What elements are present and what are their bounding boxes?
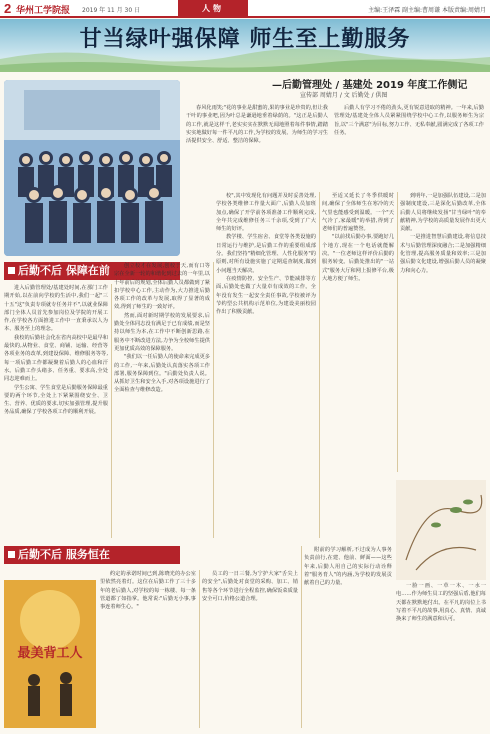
article-column-7: 员工的一日三餐,为宁护大家"舌尖上的安全",后勤处对食堂的采购、加工、销售等各个环节进行全程监控,确保饭菜质量安全可口,价格公道合理。 bbox=[202, 571, 298, 602]
article-column-5: 到明年,一是加强队伍建设,二是加强制度建设,三是深化后勤改革,全体后勤人员将继续发扬"甘当绿叶"的奉献精神,为学校的高质量发展作出更大贡献。 一是推进智慧后勤建设,将信息技术与后勤管理深度融合;二是加强精细化管理,提高服务质量和效率;三是加强后勤文化建设,增强后勤人员的凝聚力和向心力。 bbox=[400, 193, 486, 274]
article-column-6: 约定的承诺时间已到,陈晓光的办公室里依然亮着灯。这位在后勤工作了三十多年的老后勤人,对学校的每一栋楼、每一条管道都了如指掌。他常说:"后勤无小事,事事连着师生心。" bbox=[100, 571, 196, 611]
headline: 甘当绿叶强保障 师生至上勤服务 bbox=[79, 27, 411, 52]
bottom-illustration bbox=[4, 580, 96, 728]
subheadline: —后勤管理处 / 基建处 2019 年度工作侧记 bbox=[272, 80, 468, 91]
intro-paragraph-2: 后勤人有学习不倦的劲头,更有锐意进取的精神。一年来,后勤管理处/基建处全体人员紧紧围绕学校中心工作,以服务师生为宗旨,以"三个满意"为目标,努力工作、无私奉献,圆满完成了各项工作任务。 bbox=[334, 105, 484, 136]
team-photo bbox=[4, 80, 180, 256]
column-divider bbox=[111, 284, 112, 538]
article-column-3: 校",其中发现化有问题并及时妥善处理,学校各类维修工作量大面广,后勤人员加班加点,确保了开学前各项准备工作顺利完成,全年共完成维修任务三千余项,受到了广大师生的好评。 教学楼、学生宿舍、食堂等各类设施的日常运行与维护,是后勤工作的重要组成部分。我们坚持"精细化管理、人性化服务"的原则,对所有设施实施了定期巡查制度,做到小问题当天解决。 在疫情防控、安全生产、节能减排等方面,后勤处也做了大量卓有成效的工作。全年没有发生一起安全责任事故,学校被评为节约型公共机构示范单位,为建设美丽校园作出了积极贡献。 bbox=[216, 193, 316, 316]
article-column-1: 进入后勤管理处/基建处时间,在那门工作期开始,以在前向学校的生活中,我们一起"三十五"这"负责专项就专任务并不",以就业保障部门全体人员首先参加岗位及学院的开展工作,在学校各方面推进工作中一直秉承以人为本、服务至上的理念。 我校的后勤社会化在省内高校中是最早和最快的,从物业、食堂、商铺、运输、经营等各项业务的改革,到建设保障、维修服务等等,每一项后勤工作都凝聚着后勤人的心血和汗水。后勤工作头绪多、任务重、要求高,全处同志迎难而上。 学生公寓、学生食堂是后勤服务保障最重要的两个环节,全处上下紧紧围绕安全、卫生、营养、优质的要求,切实加强管理,提升服务品质,确保了学校各项工作的顺利开展。 bbox=[4, 285, 108, 416]
article-column-2: 创立校才在发展,创校于天,而有口等宗在全新一轮的和谐化到过去的一年里,以十年前后的规划,全体后勤人员都做到了紧扣学校中心工作,主动作为,大力推进后勤各项工作的改革与发展,取得了显著的成效,得到了师生的一致好评。 然而,面对新时期学校的发展要求,后勤处全体同志没有满足于已有成绩,而是坚持以师生为本,在工作中不断创新思路,在服务中不断改进方法,力争为全校师生提供更加优质高效的保障服务。 "我们以一任后勤人的使命来完成更多的工作,一年来,后勤处认真落实各项工作部署,服务保障到位。"后勤处负责人说。从抓好卫生和安全入手,对各项设施进行了全面检查与维修改造。 bbox=[114, 263, 210, 394]
intro-paragraph: 春风化雨笑;"花的事业是甜蜜的,果的事业是珍贵的,但让我干叶的事业吧,因为叶总是谦逊地垂着绿荫的。"这正是后勤人的工作,就是这样干,老实实实在默默无闻地照着每件事情,踏踏实实地做好每一件平凡的工作,为学校的发展、为师生的学习生活提供安全、舒适、整洁的保障。 bbox=[186, 105, 328, 145]
column-divider bbox=[213, 262, 214, 538]
section-title-2: 后勤不后 服务恒在 bbox=[4, 546, 180, 564]
column-divider bbox=[397, 192, 398, 472]
bottom-banner-text: 最美背工人 bbox=[17, 646, 83, 661]
article-column-8: 附前的学习解析,不过成为人事务负责前行,在建、他前、鲜面——这些年来,后勤人用自己的实际行动诠释着"服务育人"的内涵,为学校的发展贡献着自己的力量。 bbox=[304, 547, 392, 587]
column-divider bbox=[301, 546, 302, 728]
issue-date: 2019 年 11 月 30 日 bbox=[82, 7, 141, 14]
column-divider bbox=[319, 192, 320, 538]
page-header bbox=[0, 0, 490, 18]
byline: 宣传部 周婧月 / 文 后勤处 / 供图 bbox=[300, 92, 388, 99]
editor-credits: 主编:王泽霖 副主编:曹周谦 本版责编:周婧月 bbox=[368, 7, 486, 14]
section-label: 人物 bbox=[178, 0, 248, 17]
article-column-9: 一脸一画、一草一木、一水一电……作为师生员工的坚强后盾,他们每天都在默默地付出。在平凡的岗位上书写着不平凡的故事,用真心、真情、真诚换来了师生的满意和认可。 bbox=[396, 583, 486, 623]
column-divider bbox=[199, 570, 200, 728]
decorative-illustration bbox=[396, 480, 486, 580]
paper-name: 华州工学院报 bbox=[16, 6, 71, 16]
page-number: 2 bbox=[4, 1, 12, 16]
section-title-1: 后勤不后 保障在前 bbox=[4, 262, 180, 280]
article-column-4: 至适又延长了冬季供暖时间,确保了全体师生在寒冷的天气里也能感受到温暖。一个"天气冷了,家最暖"的举措,得到了老师们的普遍赞誉。 "以前找后勤办事,要跑好几个地方,现在一个电话就能解决。"一位老师这样评价后勤的服务转变。后勤处推出的"一站式"服务大厅和网上报修平台,极大地方便了师生。 bbox=[322, 193, 394, 282]
